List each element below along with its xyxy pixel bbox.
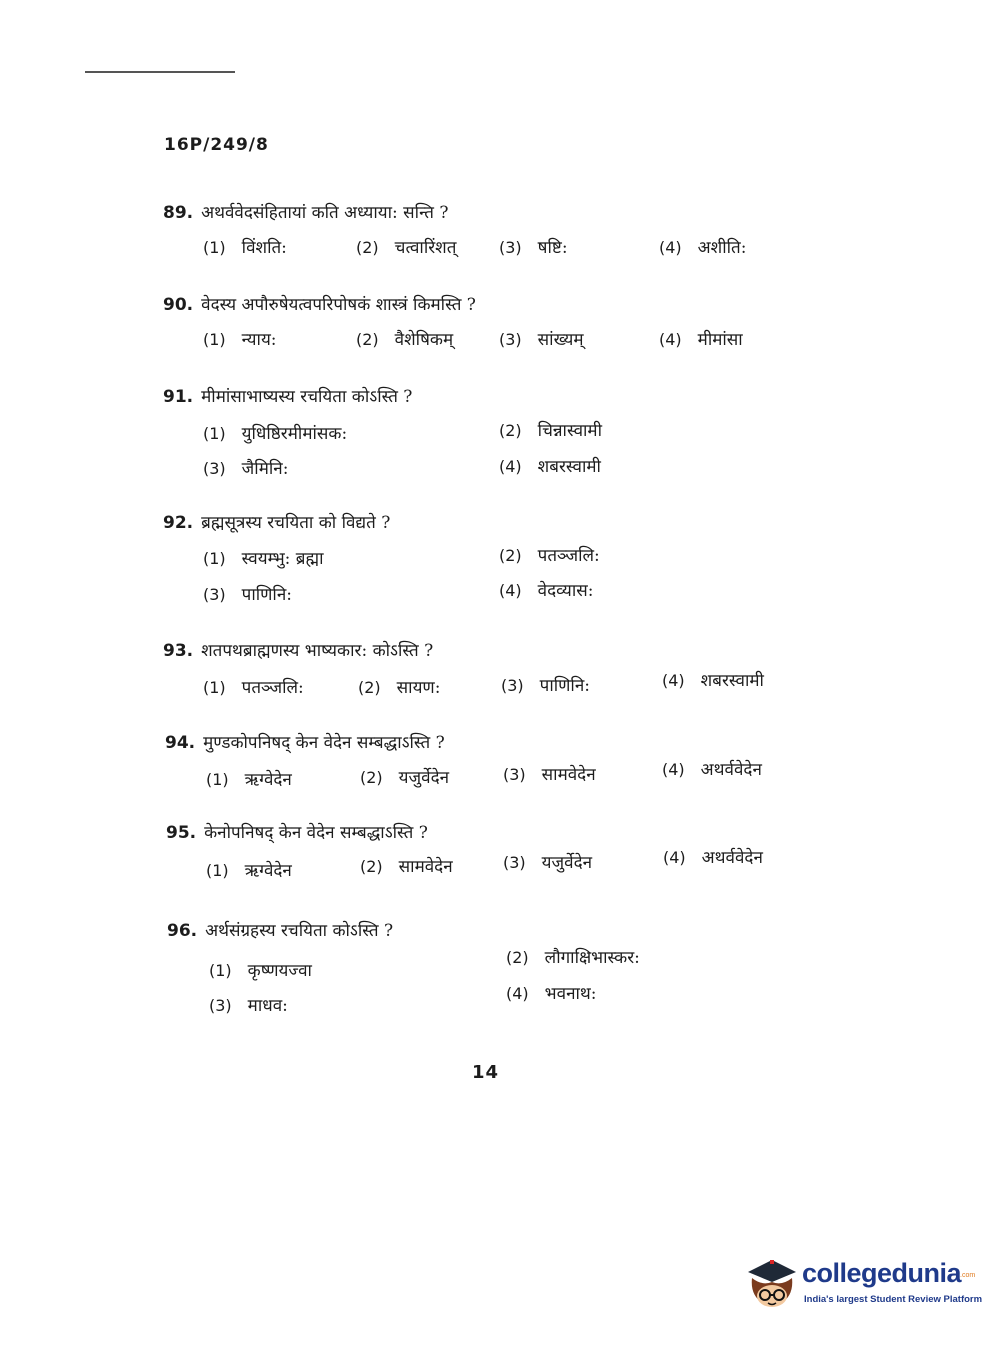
- question-text: 89. अथर्ववेदसंहितायां कति अध्याया: सन्ति ?: [163, 203, 449, 223]
- option-3: (3) माधव:: [209, 996, 288, 1016]
- option-4: (4) मीमांसा: [659, 330, 743, 350]
- option-1: (1) पतञ्जलि:: [203, 678, 304, 698]
- question-text: 96. अर्थसंग्रहस्य रचयिता कोऽस्ति ?: [167, 921, 394, 941]
- question-text: 92. ब्रह्मसूत्रस्य रचयिता को विद्यते ?: [163, 513, 391, 533]
- paper-code: 16P/249/8: [164, 135, 269, 155]
- option-2: (2) सामवेदेन: [360, 857, 453, 877]
- option-1: (1) युधिष्ठिरमीमांसक:: [203, 424, 348, 444]
- option-3: (3) यजुर्वेदेन: [503, 853, 593, 873]
- question-number: 89.: [163, 203, 194, 223]
- option-1: (1) ऋग्वेदेन: [206, 861, 292, 881]
- question-number: 90.: [163, 295, 194, 315]
- option-3: (3) जैमिनि:: [203, 459, 289, 479]
- option-4: (4) शबरस्वामी: [499, 457, 601, 477]
- option-4: (4) शबरस्वामी: [662, 671, 764, 691]
- option-1: (1) स्वयम्भु: ब्रह्मा: [203, 549, 324, 569]
- question-text: 94. मुण्डकोपनिषद् केन वेदेन सम्बद्धाऽस्ति ?: [165, 733, 445, 753]
- question-text: 95. केनोपनिषद् केन वेदेन सम्बद्धाऽस्ति ?: [166, 823, 428, 843]
- option-4: (4) अथर्ववेदेन: [663, 848, 763, 868]
- top-rule: [85, 71, 235, 73]
- option-4: (4) अथर्ववेदेन: [662, 760, 762, 780]
- question-number: 96.: [167, 921, 198, 941]
- collegedunia-watermark: collegedunia .com India's largest Student Review Platform: [742, 1252, 972, 1312]
- option-4: (4) अशीति:: [659, 238, 747, 258]
- option-1: (1) ऋग्वेदेन: [206, 770, 292, 790]
- option-3: (3) सामवेदेन: [503, 765, 596, 785]
- mascot-icon: [742, 1252, 802, 1312]
- question-text: 90. वेदस्य अपौरुषेयत्वपरिपोषकं शास्त्रं किमस्ति ?: [163, 295, 476, 315]
- option-3: (3) पाणिनि:: [203, 585, 292, 605]
- option-2: (2) यजुर्वेदेन: [360, 768, 450, 788]
- option-4: (4) भवनाथ:: [506, 984, 597, 1004]
- option-2: (2) चत्वारिंशत्: [356, 238, 457, 258]
- question-number: 92.: [163, 513, 194, 533]
- page-number: 14: [472, 1062, 500, 1083]
- option-2: (2) लौगाक्षिभास्कर:: [506, 948, 640, 968]
- option-3: (3) षष्टि:: [499, 238, 568, 258]
- question-text: 93. शतपथब्राह्मणस्य भाष्यकार: कोऽस्ति ?: [163, 641, 434, 661]
- option-2: (2) वैशेषिकम्: [356, 330, 454, 350]
- question-number: 95.: [166, 823, 197, 843]
- question-text: 91. मीमांसाभाष्यस्य रचयिता कोऽस्ति ?: [163, 387, 413, 407]
- option-2: (2) सायण:: [358, 678, 441, 698]
- question-number: 91.: [163, 387, 194, 407]
- question-number: 94.: [165, 733, 196, 753]
- option-1: (1) कृष्णयज्वा: [209, 961, 312, 981]
- option-1: (1) न्याय:: [203, 330, 277, 350]
- option-2: (2) पतञ्जलि:: [499, 546, 600, 566]
- option-3: (3) पाणिनि:: [501, 676, 590, 696]
- question-number: 93.: [163, 641, 194, 661]
- option-3: (3) सांख्यम्: [499, 330, 584, 350]
- option-2: (2) चिन्नास्वामी: [499, 421, 602, 441]
- option-1: (1) विंशति:: [203, 238, 287, 258]
- option-4: (4) वेदव्यास:: [499, 581, 594, 601]
